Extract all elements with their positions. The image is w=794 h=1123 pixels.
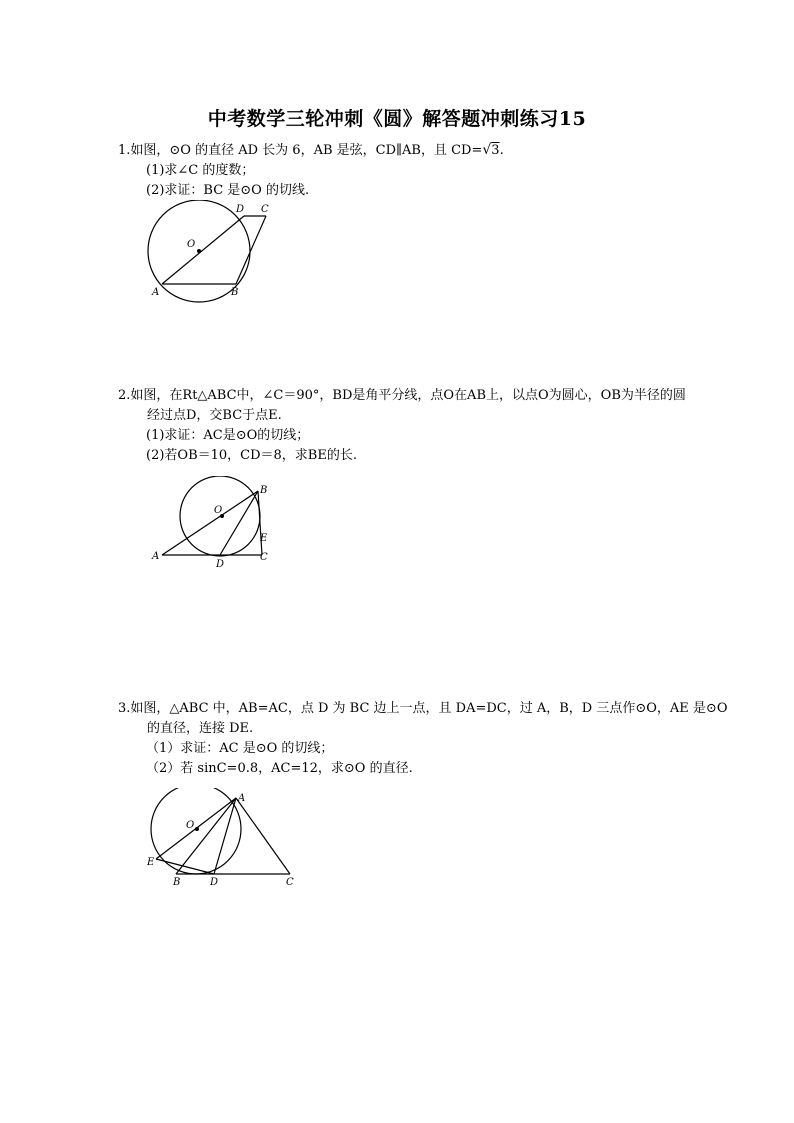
question-1-part-2: (2)求证：BC 是⊙O 的切线. xyxy=(146,183,310,198)
page-title: 中考数学三轮冲刺《圆》解答题冲刺练习15 xyxy=(207,108,587,130)
segment-ab xyxy=(176,798,236,874)
label-o: O xyxy=(214,505,223,516)
question-3-stem-line-2: 的直径，连接 DE. xyxy=(147,721,254,736)
label-d: D xyxy=(236,204,245,215)
question-1-part-1: (1)求∠C 的度数； xyxy=(146,163,255,178)
segment-ab xyxy=(162,491,258,555)
question-3-part-1: （1）求证：AC 是⊙O 的切线； xyxy=(146,741,334,756)
question-2-stem-line-1: 2.如图，在Rt△ABC中，∠C＝90°，BD是角平分线，点O在AB上，以点O为圆心，OB为半径的圆 xyxy=(118,388,686,403)
question-1-stem-text: 1.如图，⊙O 的直径 AD 长为 6，AB 是弦，CD∥AB，且 CD= xyxy=(118,143,483,158)
question-3 xyxy=(118,699,727,779)
label-o: O xyxy=(187,239,196,250)
segment-ad xyxy=(214,798,236,874)
label-d: D xyxy=(216,559,225,570)
sqrt-radicand: 3 xyxy=(491,143,500,158)
label-a: A xyxy=(238,793,246,804)
center-point xyxy=(195,827,199,831)
label-e: E xyxy=(147,857,155,868)
question-2-figure xyxy=(148,476,278,572)
label-b: B xyxy=(173,877,181,888)
segment-bc xyxy=(258,491,262,555)
question-2-part-1: (1)求证：AC是⊙O的切线； xyxy=(146,428,310,443)
question-3-part-2: （2）若 sinC=0.8，AC=12，求⊙O 的直径. xyxy=(146,761,413,776)
center-point xyxy=(197,249,201,253)
label-d: D xyxy=(210,877,219,888)
segment-ac xyxy=(236,798,290,874)
label-e: E xyxy=(260,533,268,544)
question-2 xyxy=(118,386,686,466)
label-c: C xyxy=(260,552,268,563)
question-2-part-2: (2)若OB＝10，CD＝8，求BE的长. xyxy=(146,448,357,463)
segment-bc xyxy=(236,216,266,284)
label-a: A xyxy=(152,287,160,298)
label-a: A xyxy=(152,551,160,562)
label-b: B xyxy=(231,287,239,298)
question-3-stem-line-1: 3.如图，△ABC 中，AB=AC，点 D 为 BC 边上一点，且 DA=DC，过 A，B，D 三点作⊙O，AE 是⊙O xyxy=(118,701,728,716)
label-c: C xyxy=(286,877,294,888)
sqrt-symbol: √ xyxy=(482,142,492,158)
label-c: C xyxy=(261,204,269,215)
label-b: B xyxy=(260,485,268,496)
question-2-stem-line-2: 经过点D，交BC于点E. xyxy=(147,408,282,423)
question-1-figure xyxy=(140,200,280,304)
question-1-stem-end: . xyxy=(499,143,504,158)
question-3-figure xyxy=(144,788,304,888)
diameter-ad xyxy=(162,216,244,284)
label-o: O xyxy=(186,820,195,831)
question-1-stem xyxy=(118,140,504,161)
segment-ed xyxy=(156,859,214,874)
question-1 xyxy=(118,140,504,201)
segment-bd xyxy=(220,491,258,555)
